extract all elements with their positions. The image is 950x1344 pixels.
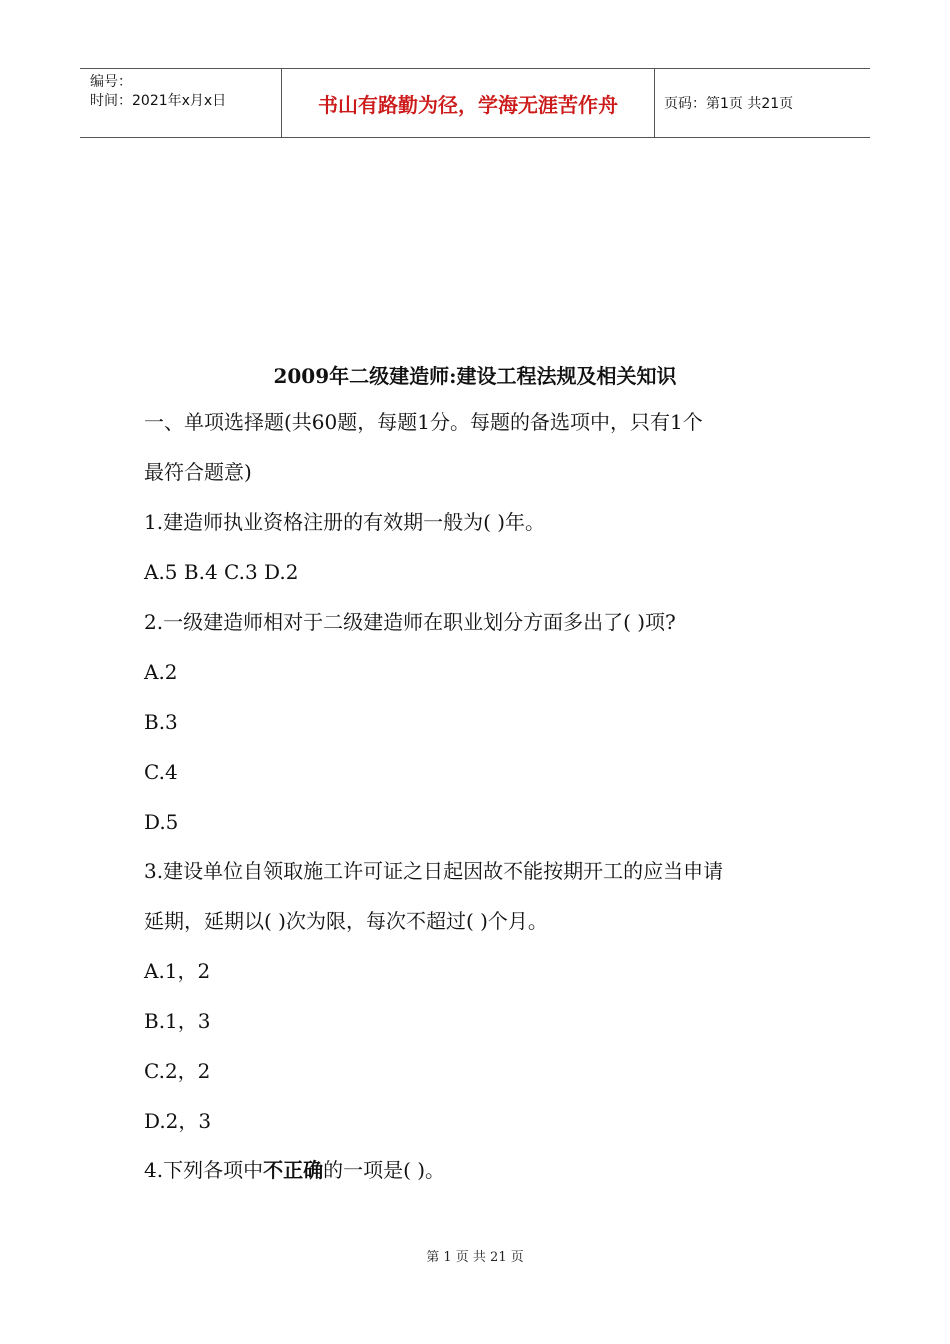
answer-option: C.4 — [144, 760, 178, 784]
answer-option: A.1，2 — [144, 959, 211, 983]
answer-option: D.2，3 — [144, 1109, 212, 1133]
body-line: 一、单项选择题(共60题，每题1分。每题的备选项中，只有1个 — [144, 410, 703, 434]
question-text: 1.建造师执业资格注册的有效期一般为( )年。 — [144, 510, 546, 534]
answer-option: A.2 — [144, 660, 178, 684]
question-prefix: 4.下列各项中 — [144, 1158, 264, 1182]
answer-option: C.2，2 — [144, 1059, 211, 1083]
page-footer: 第 1 页 共 21 页 — [426, 1250, 524, 1265]
answer-option: D.5 — [144, 810, 179, 834]
question-emphasis: 不正确 — [263, 1158, 324, 1182]
answer-option: B.1，3 — [144, 1009, 211, 1033]
answer-option: B.3 — [144, 710, 178, 734]
document-header — [80, 68, 870, 138]
question-text — [144, 1156, 824, 1184]
question-text: 2.一级建造师相对于二级建造师在职业划分方面多出了( )项? — [144, 610, 676, 634]
question-text: 延期，延期以( )次为限，每次不超过( )个月。 — [144, 909, 548, 933]
time-label: 时间：2021年x月x日 — [90, 93, 227, 109]
header-page-info: 页码：第1页 共21页 — [664, 96, 794, 112]
header-meta — [90, 73, 280, 111]
question-suffix: 的一项是( )。 — [323, 1158, 446, 1182]
document-title: 2009年二级建造师:建设工程法规及相关知识 — [273, 364, 677, 388]
header-divider — [654, 69, 655, 137]
number-label: 编号： — [90, 74, 132, 90]
answer-options: A.5 B.4 C.3 D.2 — [144, 560, 299, 584]
body-line: 最符合题意) — [144, 460, 252, 484]
question-text: 3.建设单位自领取施工许可证之日起因故不能按期开工的应当申请 — [144, 859, 724, 883]
header-motto: 书山有路勤为径，学海无涯苦作舟 — [318, 92, 618, 117]
